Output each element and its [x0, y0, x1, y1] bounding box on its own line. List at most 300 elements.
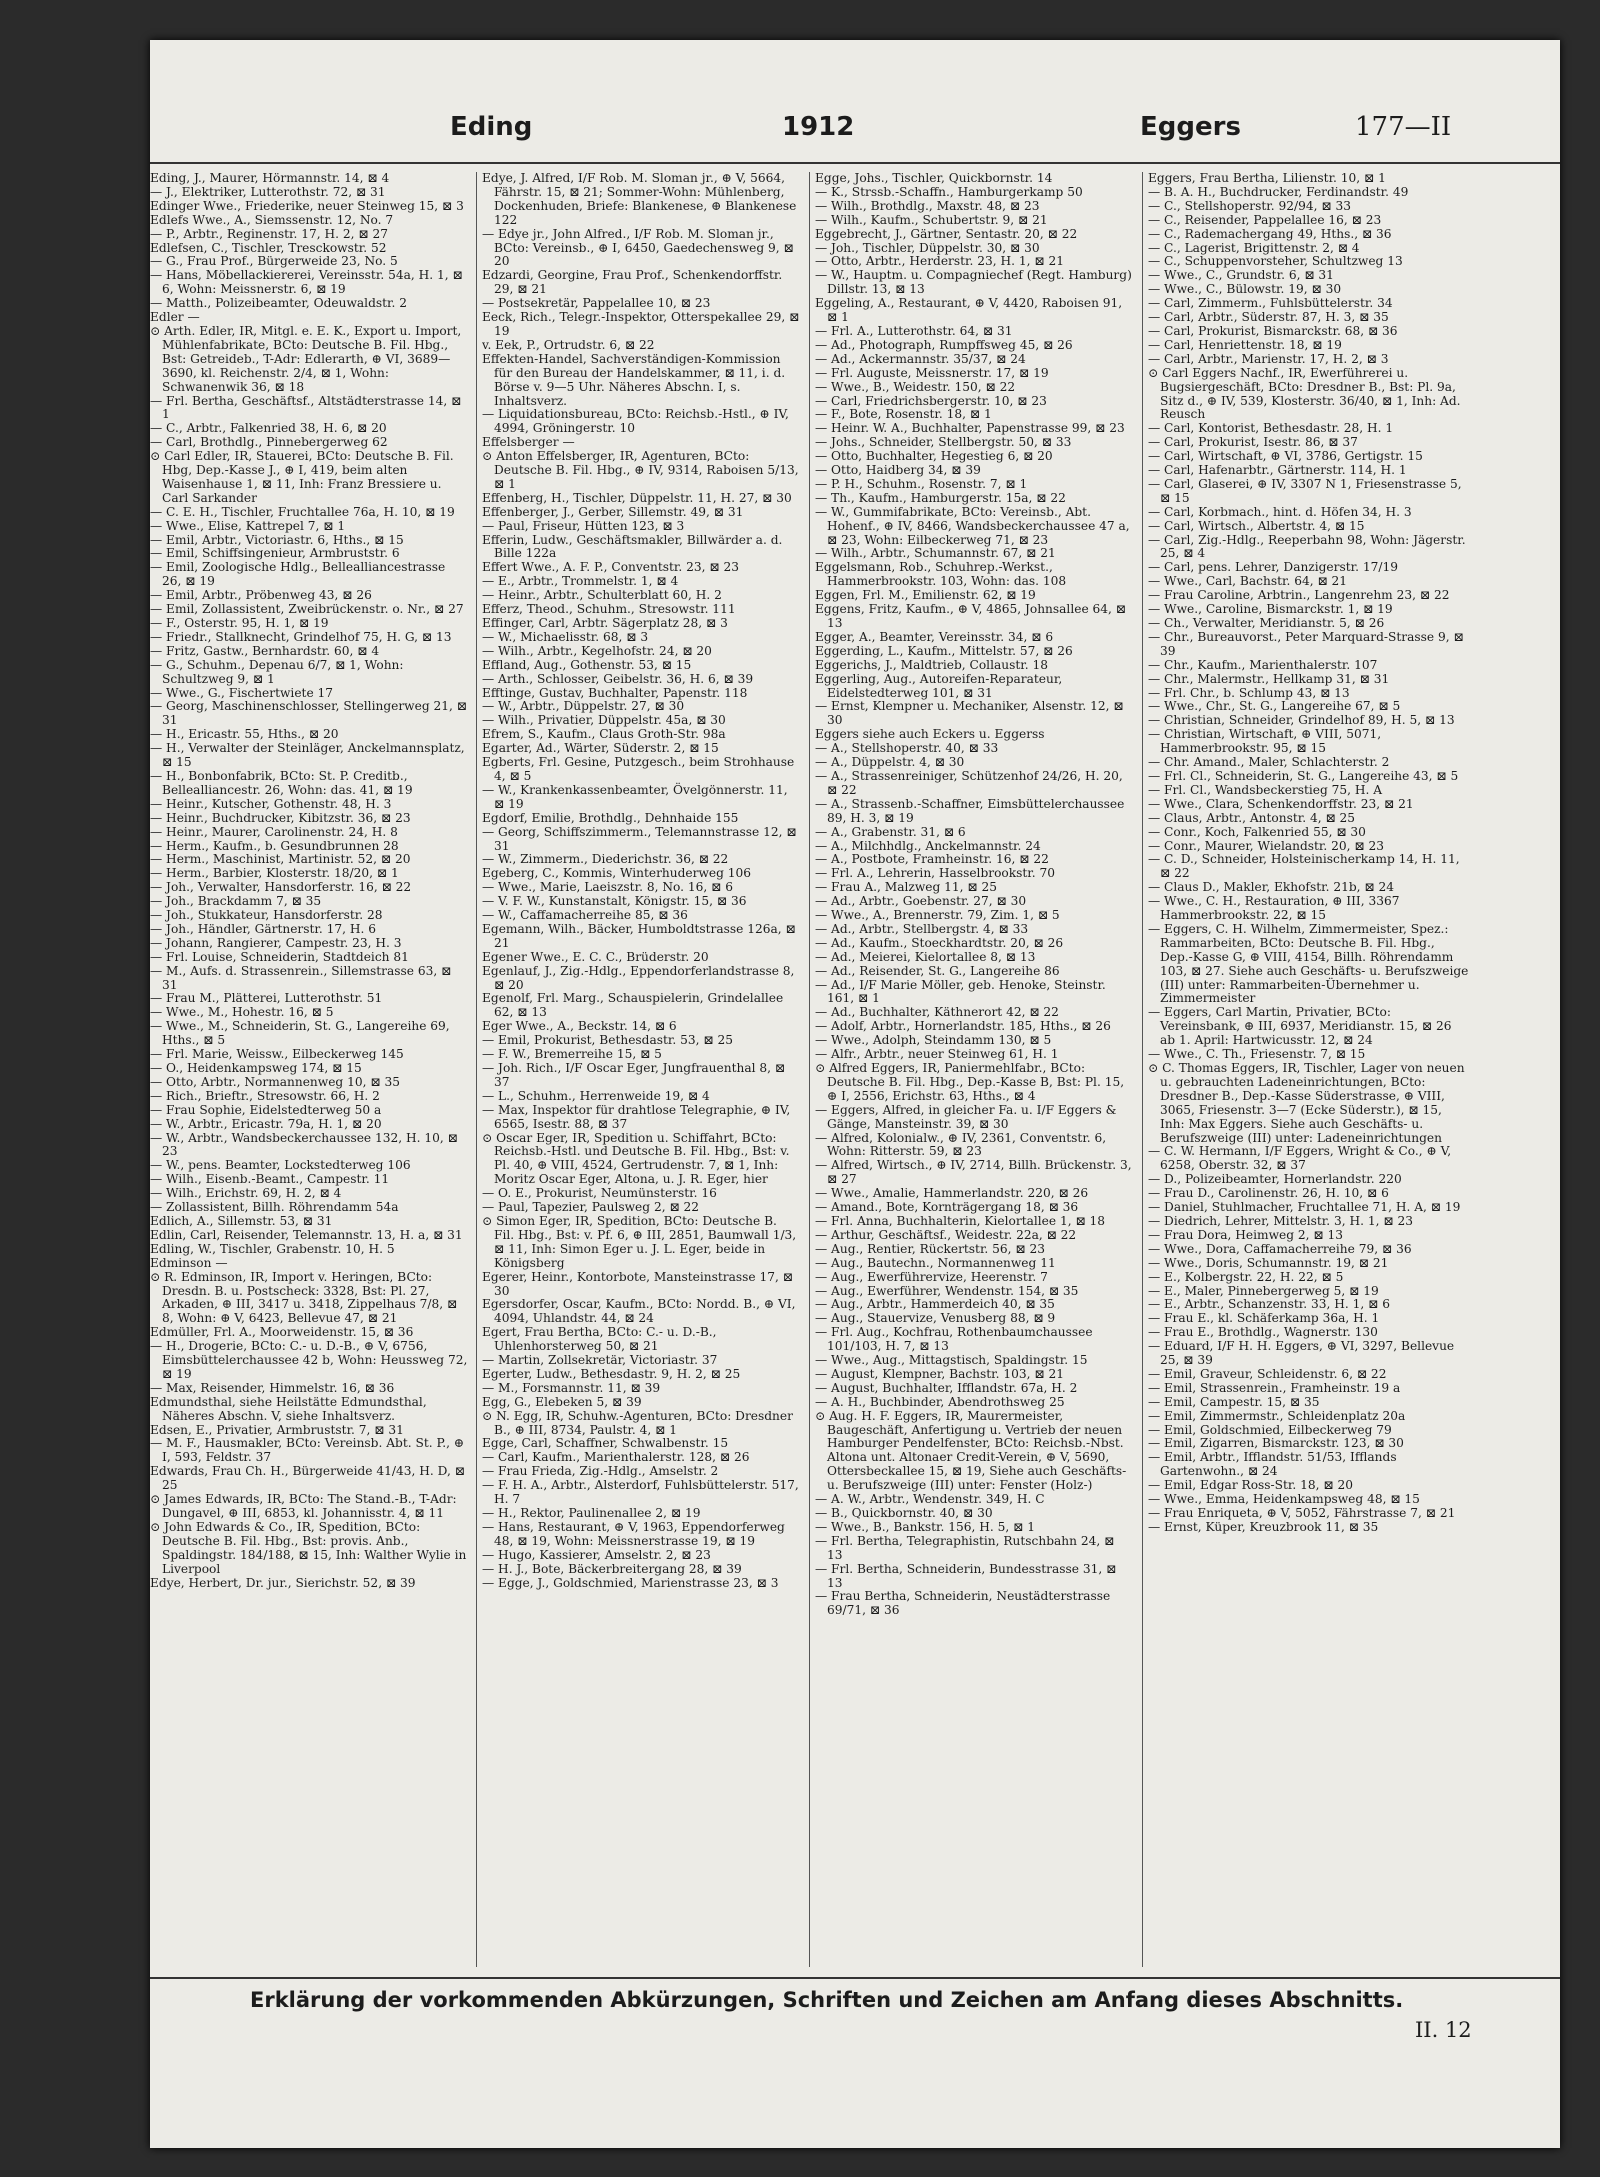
directory-entry: — Joh., Stukkateur, Hansdorferstr. 28	[150, 908, 383, 923]
directory-entry: — A. H., Buchbinder, Abendrothsweg 25	[815, 1394, 1065, 1409]
directory-entry: Egener Wwe., E. C. C., Brüderstr. 20	[482, 949, 709, 964]
directory-entry: — H. J., Bote, Bäckerbreitergang 28, ⊠ 39	[482, 1561, 742, 1576]
directory-entry: — Frau E., kl. Schäferkamp 36a, H. 1	[1148, 1311, 1380, 1326]
directory-entry: — L., Schuhm., Herrenweide 19, ⊠ 4	[482, 1088, 710, 1103]
directory-entry: — W., Caffamacherreihe 85, ⊠ 36	[482, 908, 688, 923]
signature-mark: II. 12	[1415, 2018, 1472, 2042]
directory-entry: Egerer, Heinr., Kontorbote, Mansteinstrasse 17, ⊠ 30	[482, 1269, 793, 1298]
directory-entry: — Carl, Arbtr., Marienstr. 17, H. 2, ⊠ 3	[1148, 351, 1389, 366]
directory-entry: — Zollassistent, Billh. Röhrendamm 54a	[150, 1200, 399, 1215]
directory-entry: — Claus D., Makler, Ekhofstr. 21b, ⊠ 24	[1148, 880, 1394, 895]
directory-entry: Edlich, A., Sillemstr. 53, ⊠ 31	[150, 1213, 333, 1228]
directory-entry: Edlefsen, C., Tischler, Tresckowstr. 52	[150, 240, 387, 255]
directory-entry: — Carl, pens. Lehrer, Danzigerstr. 17/19	[1148, 560, 1398, 575]
directory-entry: — Postsekretär, Pappelallee 10, ⊠ 23	[482, 296, 711, 311]
header-first-name: Eding	[450, 112, 533, 142]
directory-entry: — Carl, Brothdlg., Pinnebergerweg 62	[150, 435, 388, 450]
directory-entry: — F., Bote, Rosenstr. 18, ⊠ 1	[815, 407, 992, 422]
directory-entry: — Frau Caroline, Arbtrin., Langenrehm 23, ⊠ 22	[1148, 588, 1450, 603]
directory-entry: Edye, J. Alfred, I/F Rob. M. Sloman jr., ⊕ V, 5664, Fährstr. 15, ⊠ 21; Sommer-Wohn: Mühlenberg, Dockenhuden, Briefe: Blankenese, ⊕ Blankenese 122	[482, 172, 797, 227]
directory-entry: — C., Lagerist, Brigittenstr. 2, ⊠ 4	[1148, 240, 1360, 255]
directory-entry: Edwards, Frau Ch. H., Bürgerweide 41/43, H. D, ⊠ 25	[150, 1464, 465, 1493]
directory-entry: Edlin, Carl, Reisender, Telemannstr. 13, H. a, ⊠ 31	[150, 1227, 463, 1242]
directory-entry: Effelsberger —	[482, 435, 575, 450]
directory-entry: — O. E., Prokurist, Neumünsterstr. 16	[482, 1186, 717, 1201]
directory-entry: — Friedr., Stallknecht, Grindelhof 75, H. G, ⊠ 13	[150, 629, 452, 644]
directory-entry: Efrem, S., Kaufm., Claus Groth-Str. 98a	[482, 727, 726, 742]
directory-entry: — Wilh., Privatier, Düppelstr. 45a, ⊠ 30	[482, 713, 726, 728]
directory-entry: — A., Strassenb.-Schaffner, Eimsbüttelerchaussee 89, H. 3, ⊠ 19	[815, 796, 1125, 825]
directory-entry: — Emil, Edgar Ross-Str. 18, ⊠ 20	[1148, 1478, 1353, 1493]
directory-entry: — Emil, Strassenrein., Framheinstr. 19 a	[1148, 1380, 1401, 1395]
directory-entry: — Joh., Händler, Gärtnerstr. 17, H. 6	[150, 921, 377, 936]
directory-entry: Egerter, Ludw., Bethesdastr. 9, H. 2, ⊠ 25	[482, 1366, 741, 1381]
directory-entry: — W., Hauptm. u. Compagniechef (Regt. Hamburg) Dillstr. 13, ⊠ 13	[815, 268, 1132, 297]
directory-entry: — Diedrich, Lehrer, Mittelstr. 3, H. 1, ⊠ 23	[1148, 1213, 1413, 1228]
directory-entry: — Wwe., Emma, Heidenkampsweg 48, ⊠ 15	[1148, 1492, 1420, 1507]
directory-entry: — Wwe., Doris, Schumannstr. 19, ⊠ 21	[1148, 1255, 1389, 1270]
directory-entry: — Christian, Schneider, Grindelhof 89, H. 5, ⊠ 13	[1148, 713, 1455, 728]
directory-entry: Edminson —	[150, 1255, 228, 1270]
directory-entry: — Wwe., M., Hohestr. 16, ⊠ 5	[150, 1005, 334, 1020]
directory-entry: Edinger Wwe., Friederike, neuer Steinweg 15, ⊠ 3	[150, 198, 464, 213]
directory-entry: — G., Frau Prof., Bürgerweide 23, No. 5	[150, 254, 398, 269]
directory-entry: — Joh., Brackdamm 7, ⊠ 35	[150, 894, 322, 909]
directory-entry: — Frl. Cl., Wandsbeckerstieg 75, H. A	[1148, 782, 1383, 797]
directory-entry: — Otto, Haidberg 34, ⊠ 39	[815, 463, 981, 478]
directory-entry: — Joh., Verwalter, Hansdorferstr. 16, ⊠ 22	[150, 880, 412, 895]
directory-entry: Eger Wwe., A., Beckstr. 14, ⊠ 6	[482, 1019, 677, 1034]
directory-entry: — Wwe., Amalie, Hammerlandstr. 220, ⊠ 26	[815, 1186, 1089, 1201]
directory-entry: — Wwe., G., Fischertwiete 17	[150, 685, 334, 700]
directory-entry: Edye, Herbert, Dr. jur., Sierichstr. 52, ⊠ 39	[150, 1575, 416, 1590]
directory-entry: — B., Quickbornstr. 40, ⊠ 30	[815, 1506, 993, 1520]
directory-entry: — Herm., Kaufm., b. Gesundbrunnen 28	[150, 838, 399, 853]
directory-entry: — Herm., Maschinist, Martinistr. 52, ⊠ 20	[150, 852, 411, 867]
directory-entry: — D., Polizeibeamter, Hornerlandstr. 220	[1148, 1172, 1402, 1187]
directory-entry: — Ad., Ackermannstr. 35/37, ⊠ 24	[815, 351, 1026, 366]
directory-entry: — Emil, Campestr. 15, ⊠ 35	[1148, 1394, 1320, 1409]
abbreviation-note: Erklärung der vorkommenden Abkürzungen, Schriften und Zeichen am Anfang dieses Abschnitts.	[250, 1988, 1404, 2012]
directory-entry: — Emil, Zimmermstr., Schleidenplatz 20a	[1148, 1408, 1406, 1423]
directory-entry: — Heinr. W. A., Buchhalter, Papenstrasse 99, ⊠ 23	[815, 421, 1125, 436]
header-last-name: Eggers	[1140, 112, 1241, 142]
directory-entry: — Emil, Schiffsingenieur, Armbruststr. 6	[150, 546, 400, 561]
directory-entry: Efferz, Theod., Schuhm., Stresowstr. 111	[482, 602, 736, 617]
directory-entry: — W., Zimmerm., Diederichstr. 36, ⊠ 22	[482, 852, 729, 867]
directory-page	[150, 40, 1560, 2148]
directory-entry: — Ad., I/F Marie Möller, geb. Henoke, Steinstr. 161, ⊠ 1	[815, 977, 1106, 1006]
directory-entry: — Alfred, Wirtsch., ⊕ IV, 2714, Billh. Brückenstr. 3, ⊠ 27	[815, 1158, 1132, 1187]
directory-entry: ⊙ Aug. H. F. Eggers, IR, Maurermeister, Baugeschäft, Anfertigung u. Vertrieb der neuen Hamburger Pendelfenster, BCto: Reichsb.-Nbst. Altona unt. Altonaer Credit-Verein, ⊕ V, 5690, Ottersbeckallee 15, ⊠ 19, Siehe auch Geschäfts- u. Berufszweige (III) unter: Fenster (Holz-)	[815, 1408, 1127, 1493]
directory-entry: — Carl, Kaufm., Marienthalerstr. 128, ⊠ 26	[482, 1450, 750, 1465]
directory-entry: — C., Stellshoperstr. 92/94, ⊠ 33	[1148, 198, 1351, 213]
directory-entry: Efftinge, Gustav, Buchhalter, Papenstr. 118	[482, 685, 748, 700]
directory-entry: — Heinr., Kutscher, Gothenstr. 48, H. 3	[150, 796, 392, 811]
directory-entry: — C., Arbtr., Falkenried 38, H. 6, ⊠ 20	[150, 421, 387, 436]
directory-entry: Egenolf, Frl. Marg., Schauspielerin, Grindelallee 62, ⊠ 13	[482, 991, 784, 1020]
directory-entry: Edzardi, Georgine, Frau Prof., Schenkendorffstr. 29, ⊠ 21	[482, 268, 783, 297]
directory-entry: — Chr., Kaufm., Marienthalerstr. 107	[1148, 657, 1378, 672]
directory-entry: Egenlauf, J., Zig.-Hdlg., Eppendorferlandstrasse 8, ⊠ 20	[482, 963, 795, 992]
directory-entry: — Conr., Koch, Falkenried 55, ⊠ 30	[1148, 824, 1366, 839]
directory-entry: — Johs., Schneider, Stellbergstr. 50, ⊠ 33	[815, 435, 1072, 450]
directory-entry: Effland, Aug., Gothenstr. 53, ⊠ 15	[482, 657, 692, 672]
directory-entry: — Emil, Zoologische Hdlg., Bellealliancestrasse 26, ⊠ 19	[150, 560, 446, 589]
directory-entry: — Frl. Marie, Weissw., Eilbeckerweg 145	[150, 1047, 404, 1062]
directory-entry: — Max, Inspektor für drahtlose Telegraphie, ⊕ IV, 6565, Isestr. 88, ⊠ 37	[482, 1102, 791, 1131]
column-2	[482, 172, 800, 1972]
directory-entry: — Arth., Schlosser, Geibelstr. 36, H. 6, ⊠ 39	[482, 671, 754, 686]
directory-entry: — W., Arbtr., Ericastr. 79a, H. 1, ⊠ 20	[150, 1116, 382, 1131]
directory-entry: — Frl. A., Lehrerin, Hasselbrookstr. 70	[815, 866, 1056, 881]
directory-entry: ⊙ Arth. Edler, IR, Mitgl. e. E. K., Export u. Import, Mühlenfabrikate, BCto: Deutsche B. Fil. Hbg., Bst: Getreideb., T-Adr: Edlerarth, ⊕ VI, 3689—3690, kl. Reichenstr. 2/4, ⊠ 1, Wohn: Schwanenwik 36, ⊠ 18	[150, 323, 462, 394]
directory-entry: — M., Forsmannstr. 11, ⊠ 39	[482, 1380, 661, 1395]
directory-entry: — Wwe., Marie, Laeiszstr. 8, No. 16, ⊠ 6	[482, 880, 733, 895]
directory-entry: — Georg, Maschinenschlosser, Stellingerweg 21, ⊠ 31	[150, 699, 467, 728]
directory-entry: — F., Osterstr. 95, H. 1, ⊠ 19	[150, 616, 329, 630]
directory-entry: — Carl, Korbmach., hint. d. Höfen 34, H. 3	[1148, 504, 1412, 519]
directory-entry: Eggelsmann, Rob., Schuhrep.-Werkst., Hammerbrookstr. 103, Wohn: das. 108	[815, 560, 1067, 589]
directory-entry: Eggerling, Aug., Autoreifen-Reparateur, Eidelstedterweg 101, ⊠ 31	[815, 671, 1063, 700]
directory-entry: — Carl, Hafenarbtr., Gärtnerstr. 114, H. 1	[1148, 463, 1407, 478]
directory-entry: — Georg, Schiffszimmerm., Telemannstrasse 12, ⊠ 31	[482, 824, 797, 853]
directory-entry: — H., Verwalter der Steinläger, Anckelmannsplatz, ⊠ 15	[150, 741, 465, 770]
directory-entry: — Ad., Arbtr., Stellbergstr. 4, ⊠ 33	[815, 921, 1029, 936]
directory-entry: — Wwe., C. H., Restauration, ⊕ III, 3367 Hammerbrookstr. 22, ⊠ 15	[1148, 894, 1400, 923]
directory-entry: Eggerichs, J., Maldtrieb, Collaustr. 18	[815, 657, 1048, 672]
directory-entry: — Ernst, Klempner u. Mechaniker, Alsenstr. 12, ⊠ 30	[815, 699, 1124, 728]
directory-entry: — Matth., Polizeibeamter, Odeuwaldstr. 2	[150, 296, 408, 311]
directory-entry: Egg, G., Elebeken 5, ⊠ 39	[482, 1394, 642, 1409]
directory-entry: — Wilh., Eisenb.-Beamt., Campestr. 11	[150, 1172, 390, 1187]
directory-entry: Egarter, Ad., Wärter, Süderstr. 2, ⊠ 15	[482, 741, 719, 756]
directory-columns	[150, 172, 1560, 1972]
directory-entry: — Carl, Zig.-Hdlg., Reeperbahn 98, Wohn: Jägerstr. 25, ⊠ 4	[1148, 532, 1466, 561]
directory-entry: — C., Rademachergang 49, Hths., ⊠ 36	[1148, 226, 1392, 241]
directory-entry: — M. F., Hausmakler, BCto: Vereinsb. Abt. St. P., ⊕ I, 593, Feldstr. 37	[150, 1436, 465, 1465]
directory-entry: — W., Krankenkassenbeamter, Övelgönnerstr. 11, ⊠ 19	[482, 782, 788, 811]
directory-entry: ⊙ C. Thomas Eggers, IR, Tischler, Lager von neuen u. gebrauchten Ladeneinrichtungen, BCto: Dresdner B., Dep.-Kasse Süderstrasse, ⊕ VIII, 3065, Friesenstr. 3—7 (Ecke Süderstr.), ⊠ 15, Inh: Max Eggers. Siehe auch Geschäfts- u. Berufszweige (III) unter: Ladeneinrichtungen	[1148, 1061, 1465, 1145]
column-1	[150, 172, 468, 1972]
directory-entry: — J., Elektriker, Lutterothstr. 72, ⊠ 31	[150, 184, 386, 199]
directory-entry: — Carl, Kontorist, Bethesdastr. 28, H. 1	[1148, 421, 1394, 436]
directory-entry: Egger, A., Beamter, Vereinsstr. 34, ⊠ 6	[815, 629, 1054, 644]
column-divider	[809, 172, 810, 1967]
directory-entry: Edmundsthal, siehe Heilstätte Edmundsthal, Näheres Abschn. V, siehe Inhaltsverz.	[150, 1394, 427, 1423]
directory-entry: — Wwe., Clara, Schenkendorffstr. 23, ⊠ 21	[1148, 796, 1414, 811]
directory-entry: — Chr., Malermstr., Hellkamp 31, ⊠ 31	[1148, 671, 1390, 686]
directory-entry: Effekten-Handel, Sachverständigen-Kommission für den Bureau der Handelskammer, ⊠ 11, i. d. Börse v. 9—5 Uhr. Näheres Abschn. I, s. Inhaltsverz.	[482, 351, 786, 408]
directory-entry: Eggen, Frl. M., Emilienstr. 62, ⊠ 19	[815, 588, 1036, 603]
directory-entry: — Emil, Zigarren, Bismarckstr. 123, ⊠ 30	[1148, 1436, 1404, 1451]
directory-entry: — Wwe., M., Schneiderin, St. G., Langereihe 69, Hths., ⊠ 5	[150, 1019, 450, 1048]
directory-entry: — Frau D., Carolinenstr. 26, H. 10, ⊠ 6	[1148, 1186, 1389, 1201]
directory-entry: — Aug., Rentier, Rückertstr. 56, ⊠ 23	[815, 1241, 1046, 1256]
directory-entry: — Rich., Brieftr., Stresowstr. 66, H. 2	[150, 1088, 380, 1103]
directory-entry: — Carl, Friedrichsbergerstr. 10, ⊠ 23	[815, 393, 1047, 408]
directory-entry: — Wwe., Aug., Mittagstisch, Spaldingstr. 15	[815, 1353, 1088, 1368]
directory-entry: — Amand., Bote, Kornträgergang 18, ⊠ 36	[815, 1200, 1079, 1215]
directory-entry: — Paul, Tapezier, Paulsweg 2, ⊠ 22	[482, 1200, 700, 1215]
directory-entry: — Carl, Wirtschaft, ⊕ VI, 3786, Gertigstr. 15	[1148, 449, 1423, 464]
directory-entry: ⊙ N. Egg, IR, Schuhw.-Agenturen, BCto: Dresdner B., ⊕ III, 8734, Paulstr. 4, ⊠ 1	[482, 1408, 793, 1437]
directory-entry: — August, Klempner, Bachstr. 103, ⊠ 21	[815, 1366, 1065, 1381]
directory-entry: — Frau E., Brothdlg., Wagnerstr. 130	[1148, 1325, 1378, 1340]
directory-entry: — A., Postbote, Framheinstr. 16, ⊠ 22	[815, 852, 1049, 867]
directory-entry: Effenberg, H., Tischler, Düppelstr. 11, H. 27, ⊠ 30	[482, 490, 792, 505]
directory-entry: Effinger, Carl, Arbtr. Sägerplatz 28, ⊠ 3	[482, 616, 728, 630]
directory-entry: ⊙ Carl Edler, IR, Stauerei, BCto: Deutsche B. Fil. Hbg, Dep.-Kasse J., ⊕ I, 419, beim alten Waisenhause 1, ⊠ 11, Inh: Franz Bressiere u. Carl Sarkander	[150, 449, 454, 505]
directory-entry: — Max, Reisender, Himmelstr. 16, ⊠ 36	[150, 1380, 395, 1395]
directory-entry: — Emil, Goldschmied, Eilbeckerweg 79	[1148, 1422, 1392, 1437]
directory-entry: Eggerding, L., Kaufm., Mittelstr. 57, ⊠ 26	[815, 643, 1073, 658]
directory-entry: — C. W. Hermann, I/F Eggers, Wright & Co., ⊕ V, 6258, Oberstr. 32, ⊠ 37	[1148, 1144, 1452, 1173]
directory-entry: — Ad., Meierei, Kielortallee 8, ⊠ 13	[815, 949, 1036, 964]
directory-entry: — Ad., Photograph, Rumpffsweg 45, ⊠ 26	[815, 337, 1073, 352]
running-header	[150, 112, 1560, 162]
directory-entry: Egemann, Wilh., Bäcker, Humboldtstrasse 126a, ⊠ 21	[482, 921, 796, 950]
directory-entry: Egge, Carl, Schaffner, Schwalbenstr. 15	[482, 1436, 729, 1451]
directory-entry: — Carl, Zimmerm., Fuhlsbüttelerstr. 34	[1148, 296, 1393, 311]
directory-entry: — Otto, Arbtr., Herderstr. 23, H. 1, ⊠ 21	[815, 254, 1064, 269]
directory-entry: — Frl. Louise, Schneiderin, Stadtdeich 81	[150, 949, 409, 964]
directory-entry: — Wilh., Erichstr. 69, H. 2, ⊠ 4	[150, 1186, 342, 1201]
directory-entry: — W., Gummifabrikate, BCto: Vereinsb., Abt. Hohenf., ⊕ IV, 8466, Wandsbeckerchaussee 47 a, ⊠ 23, Wohn: Eilbeckerweg 71, ⊠ 23	[815, 504, 1130, 547]
directory-entry: ⊙ Oscar Eger, IR, Spedition u. Schiffahrt, BCto: Reichsb.-Hstl. und Deutsche B. Fil. Hbg., Bst: v. Pl. 40, ⊕ VIII, 4524, Gertrudenstr. 7, ⊠ 1, Inh: Moritz Oscar Eger, Altona, u. J. R. Eger, hier	[482, 1130, 790, 1187]
directory-entry: — Frl. Bertha, Geschäftsf., Altstädterstrasse 14, ⊠ 1	[150, 393, 462, 422]
directory-entry: — Claus, Arbtr., Antonstr. 4, ⊠ 25	[1148, 810, 1356, 825]
directory-entry: — Otto, Buchhalter, Hegestieg 6, ⊠ 20	[815, 449, 1053, 464]
directory-entry: — Frl. Bertha, Telegraphistin, Rutschbahn 24, ⊠ 13	[815, 1533, 1115, 1562]
directory-entry: Egberts, Frl. Gesine, Putzgesch., beim Strohhause 4, ⊠ 5	[482, 755, 795, 783]
directory-entry: — Emil, Arbtr., Pröbenweg 43, ⊠ 26	[150, 588, 372, 603]
directory-entry: — Hugo, Kassierer, Amselstr. 2, ⊠ 23	[482, 1547, 711, 1562]
directory-entry: — Eggers, Alfred, in gleicher Fa. u. I/F Eggers & Gänge, Mansteinstr. 39, ⊠ 30	[815, 1102, 1117, 1131]
directory-entry: — F. W., Bremerreihe 15, ⊠ 5	[482, 1047, 662, 1062]
directory-entry: Egert, Frau Bertha, BCto: C.- u. D.-B., Uhlenhorsterweg 50, ⊠ 21	[482, 1325, 717, 1354]
directory-entry: — Wwe., A., Brennerstr. 79, Zim. 1, ⊠ 5	[815, 908, 1060, 923]
directory-entry: — E., Arbtr., Trommelstr. 1, ⊠ 4	[482, 574, 679, 589]
directory-entry: — F. H. A., Arbtr., Alsterdorf, Fuhlsbüttelerstr. 517, H. 7	[482, 1478, 799, 1507]
directory-entry: — M., Aufs. d. Strassenrein., Sillemstrasse 63, ⊠ 31	[150, 963, 452, 992]
directory-entry: — O., Heidenkampsweg 174, ⊠ 15	[150, 1061, 362, 1075]
directory-entry: ⊙ Alfred Eggers, IR, Paniermehlfabr., BCto: Deutsche B. Fil. Hbg., Dep.-Kasse B, Bst: Pl. 15, ⊕ I, 2556, Erichstr. 63, Hths., ⊠ 4	[815, 1061, 1125, 1103]
footer-rule	[150, 1977, 1560, 1979]
directory-entry: — Paul, Friseur, Hütten 123, ⊠ 3	[482, 518, 685, 533]
directory-entry: — E., Maler, Pinnebergerweg 5, ⊠ 19	[1148, 1283, 1379, 1298]
directory-entry: — Wwe., B., Bankstr. 156, H. 5, ⊠ 1	[815, 1519, 1036, 1534]
directory-entry: — Hans, Restaurant, ⊕ V, 1963, Eppendorferweg 48, ⊠ 19, Wohn: Meissnerstrasse 19, ⊠ 19	[482, 1519, 785, 1548]
directory-entry: — Eduard, I/F H. H. Eggers, ⊕ VI, 3297, Bellevue 25, ⊠ 39	[1148, 1339, 1455, 1368]
directory-entry: — E., Arbtr., Schanzenstr. 33, H. 1, ⊠ 6	[1148, 1297, 1390, 1312]
column-4	[1148, 172, 1470, 1972]
directory-entry: — Fritz, Gastw., Bernhardstr. 60, ⊠ 4	[150, 643, 380, 658]
directory-entry: v. Eek, P., Ortrudstr. 6, ⊠ 22	[482, 337, 655, 352]
directory-entry: — Martin, Zollsekretär, Victoriastr. 37	[482, 1353, 718, 1368]
directory-entry: Edlefs Wwe., A., Siemssenstr. 12, No. 7	[150, 212, 394, 227]
directory-entry: — Frau Dora, Heimweg 2, ⊠ 13	[1148, 1227, 1343, 1242]
directory-entry: Egeberg, C., Kommis, Winterhuderweg 106	[482, 866, 752, 881]
directory-entry: — Emil, Prokurist, Bethesdastr. 53, ⊠ 25	[482, 1033, 733, 1048]
directory-entry: — H., Ericastr. 55, Hths., ⊠ 20	[150, 727, 339, 742]
directory-entry: — Th., Kaufm., Hamburgerstr. 15a, ⊠ 22	[815, 490, 1066, 505]
directory-entry: Edsen, E., Privatier, Armbruststr. 7, ⊠ 31	[150, 1422, 404, 1437]
directory-entry: — Heinr., Arbtr., Schulterblatt 60, H. 2	[482, 588, 722, 603]
directory-entry: — Carl, Henriettenstr. 18, ⊠ 19	[1148, 337, 1342, 352]
directory-entry: — Adolf, Arbtr., Hornerlandstr. 185, Hths., ⊠ 26	[815, 1019, 1111, 1034]
directory-entry: — Ernst, Küper, Kreuzbrook 11, ⊠ 35	[1148, 1519, 1379, 1534]
directory-entry: — Chr. Amand., Maler, Schlachterstr. 2	[1148, 755, 1390, 770]
directory-entry: — Hans, Möbellackiererei, Vereinsstr. 54a, H. 1, ⊠ 6, Wohn: Meissnerstr. 6, ⊠ 19	[150, 268, 463, 297]
directory-entry: Edmüller, Frl. A., Moorweidenstr. 15, ⊠ 36	[150, 1325, 414, 1340]
directory-entry: — Aug., Stauervize, Venusberg 88, ⊠ 9	[815, 1311, 1056, 1326]
directory-entry: — Otto, Arbtr., Normannenweg 10, ⊠ 35	[150, 1074, 400, 1089]
directory-entry: — Wwe., Adolph, Steindamm 130, ⊠ 5	[815, 1033, 1052, 1048]
directory-entry: — Ch., Verwalter, Meridianstr. 5, ⊠ 26	[1148, 616, 1385, 630]
directory-entry: ⊙ Carl Eggers Nachf., IR, Ewerführerei u. Bugsiergeschäft, BCto: Dresdner B., Bst: Pl. 9a, Sitz d., ⊕ IV, 539, Klosterstr. 36/40, ⊠ 1, Inh: Ad. Reusch	[1148, 365, 1461, 422]
directory-entry: Eding, J., Maurer, Hörmannstr. 14, ⊠ 4	[150, 172, 390, 185]
directory-entry: — Frau Sophie, Eidelstedterweg 50 a	[150, 1102, 382, 1117]
directory-entry: — Emil, Arbtr., Victoriastr. 6, Hths., ⊠ 15	[150, 532, 404, 547]
directory-entry: — A., Grabenstr. 31, ⊠ 6	[815, 824, 966, 839]
directory-entry: Eggeling, A., Restaurant, ⊕ V, 4420, Raboisen 91, ⊠ 1	[815, 296, 1123, 325]
directory-entry: — Frau Bertha, Schneiderin, Neustädterstrasse 69/71, ⊠ 36	[815, 1589, 1111, 1618]
directory-entry: — Frl. A., Lutterothstr. 64, ⊠ 31	[815, 323, 1013, 338]
directory-entry: — H., Bonbonfabrik, BCto: St. P. Creditb., Bellealliancestr. 26, Wohn: das. 41, ⊠ 19	[150, 768, 413, 797]
directory-entry: — Johann, Rangierer, Campestr. 23, H. 3	[150, 935, 402, 950]
directory-entry: — Aug., Ewerführervize, Heerenstr. 7	[815, 1269, 1048, 1284]
directory-entry: Egge, Johs., Tischler, Quickbornstr. 14	[815, 172, 1053, 185]
directory-entry: Effenberger, J., Gerber, Sillemstr. 49, ⊠ 31	[482, 504, 744, 519]
directory-entry: — W., Arbtr., Wandsbeckerchaussee 132, H. 10, ⊠ 23	[150, 1130, 458, 1159]
directory-entry: — Frau Frieda, Zig.-Hdlg., Amselstr. 2	[482, 1464, 719, 1479]
directory-entry: Eggebrecht, J., Gärtner, Sentastr. 20, ⊠ 22	[815, 226, 1078, 241]
directory-entry: — A., Düppelstr. 4, ⊠ 30	[815, 755, 965, 770]
directory-entry: — G., Schuhm., Depenau 6/7, ⊠ 1, Wohn: Schultzweg 9, ⊠ 1	[150, 657, 404, 686]
directory-entry: ⊙ Simon Eger, IR, Spedition, BCto: Deutsche B. Fil. Hbg., Bst: v. Pf. 6, ⊕ III, 2851, Baumwall 1/3, ⊠ 11, Inh: Simon Eger u. J. L. Eger, beide in Königsberg	[482, 1213, 797, 1270]
directory-entry: — Alfred, Kolonialw., ⊕ IV, 2361, Conventstr. 6, Wohn: Ritterstr. 59, ⊠ 23	[815, 1130, 1107, 1159]
directory-entry: — C., Schuppenvorsteher, Schultzweg 13	[1148, 254, 1403, 269]
directory-entry: — Joh., Tischler, Düppelstr. 30, ⊠ 30	[815, 240, 1040, 255]
directory-entry: — Conr., Maurer, Wielandstr. 20, ⊠ 23	[1148, 838, 1385, 853]
directory-entry: — Frl. Chr., b. Schlump 43, ⊠ 13	[1148, 685, 1350, 700]
directory-entry: Efferin, Ludw., Geschäftsmakler, Billwärder a. d. Bille 122a	[482, 532, 783, 561]
directory-entry: — Wwe., B., Weidestr. 150, ⊠ 22	[815, 379, 1016, 394]
directory-entry: — P., Arbtr., Reginenstr. 17, H. 2, ⊠ 27	[150, 226, 388, 241]
directory-entry: — Ad., Kaufm., Stoeckhardtstr. 20, ⊠ 26	[815, 935, 1064, 950]
directory-entry: — Wwe., C., Bülowstr. 19, ⊠ 30	[1148, 282, 1342, 297]
directory-entry: — Frl. Auguste, Meissnerstr. 17, ⊠ 19	[815, 365, 1049, 380]
directory-entry: — Ad., Buchhalter, Käthnerort 42, ⊠ 22	[815, 1005, 1059, 1020]
directory-entry: — W., Arbtr., Düppelstr. 27, ⊠ 30	[482, 699, 685, 714]
directory-entry: — Aug., Ewerführer, Wendenstr. 154, ⊠ 35	[815, 1283, 1079, 1298]
directory-entry: — Daniel, Stuhlmacher, Fruchtallee 71, H. A, ⊠ 19	[1148, 1200, 1461, 1215]
directory-entry: — Wilh., Brothdlg., Maxstr. 48, ⊠ 23	[815, 198, 1040, 213]
column-divider	[476, 172, 477, 1967]
directory-entry: — Alfr., Arbtr., neuer Steinweg 61, H. 1	[815, 1047, 1059, 1062]
directory-entry: — Heinr., Buchdrucker, Kibitzstr. 36, ⊠ 23	[150, 810, 411, 825]
directory-entry: — Carl, Wirtsch., Albertstr. 4, ⊠ 15	[1148, 518, 1365, 533]
directory-entry: — C. D., Schneider, Holsteinischerkamp 14, H. 11, ⊠ 22	[1148, 852, 1460, 881]
directory-entry: — V. F. W., Kunstanstalt, Königstr. 15, ⊠ 36	[482, 894, 747, 909]
header-rule	[150, 162, 1560, 164]
directory-entry: — A., Stellshoperstr. 40, ⊠ 33	[815, 741, 999, 756]
directory-entry: — Wwe., Dora, Caffamacherreihe 79, ⊠ 36	[1148, 1241, 1412, 1256]
directory-entry: — Emil, Zollassistent, Zweibrückenstr. o. Nr., ⊠ 27	[150, 602, 464, 617]
directory-entry: — Frau M., Plätterei, Lutterothstr. 51	[150, 991, 383, 1006]
directory-entry: — Wwe., C. Th., Friesenstr. 7, ⊠ 15	[1148, 1047, 1366, 1062]
directory-entry: Eeck, Rich., Telegr.-Inspektor, Otterspekallee 29, ⊠ 19	[482, 310, 800, 338]
directory-entry: — Joh. Rich., I/F Oscar Eger, Jungfrauenthal 8, ⊠ 37	[482, 1061, 786, 1089]
header-page-number: 177—II	[1355, 112, 1452, 142]
header-year: 1912	[782, 112, 855, 142]
directory-entry: — Wwe., Caroline, Bismarckstr. 1, ⊠ 19	[1148, 602, 1393, 617]
directory-entry: — W., Michaelisstr. 68, ⊠ 3	[482, 629, 649, 644]
directory-entry: — Herm., Barbier, Klosterstr. 18/20, ⊠ 1	[150, 866, 399, 881]
directory-entry: — H., Rektor, Paulinenallee 2, ⊠ 19	[482, 1506, 701, 1520]
directory-entry: — Chr., Bureauvorst., Peter Marquard-Strasse 9, ⊠ 39	[1148, 629, 1464, 658]
directory-entry: — Carl, Arbtr., Süderstr. 87, H. 3, ⊠ 35	[1148, 310, 1389, 325]
directory-entry: — P. H., Schuhm., Rosenstr. 7, ⊠ 1	[815, 476, 1028, 491]
directory-entry: Eggens, Fritz, Kaufm., ⊕ V, 4865, Johnsallee 64, ⊠ 13	[815, 602, 1126, 630]
directory-entry: — Frl. Cl., Schneiderin, St. G., Langereihe 43, ⊠ 5	[1148, 768, 1459, 783]
directory-entry: — Carl, Prokurist, Isestr. 86, ⊠ 37	[1148, 435, 1358, 450]
directory-entry: — C. E. H., Tischler, Fruchtallee 76a, H. 10, ⊠ 19	[150, 504, 455, 519]
directory-entry: — Eggers, C. H. Wilhelm, Zimmermeister, Spez.: Rammarbeiten, BCto: Deutsche B. Fil. Hbg., Dep.-Kasse G, ⊕ VIII, 4154, Billh. Röhrendamm 103, ⊠ 27. Siehe auch Geschäfts- u. Berufszweige (III) unter: Rammarbeiten-Übernehmer u. Zimmermeister	[1148, 921, 1469, 1006]
directory-entry: — Frau A., Malzweg 11, ⊠ 25	[815, 880, 997, 895]
directory-entry: ⊙ Anton Effelsberger, IR, Agenturen, BCto: Deutsche B. Fil. Hbg., ⊕ IV, 9314, Raboisen 5/13, ⊠ 1	[482, 449, 799, 491]
directory-entry: — Wwe., Elise, Kattrepel 7, ⊠ 1	[150, 518, 346, 533]
directory-entry: — C., Reisender, Pappelallee 16, ⊠ 23	[1148, 212, 1382, 227]
directory-entry: — Wwe., Chr., St. G., Langereihe 67, ⊠ 5	[1148, 699, 1401, 714]
directory-entry: — Ad., Reisender, St. G., Langereihe 86	[815, 963, 1060, 978]
directory-entry: — Liquidationsbureau, BCto: Reichsb.-Hstl., ⊕ IV, 4994, Gröningerstr. 10	[482, 407, 789, 436]
directory-entry: ⊙ James Edwards, IR, BCto: The Stand.-B., T-Adr: Dungavel, ⊕ III, 6853, kl. Johannisstr. 4, ⊠ 11	[150, 1492, 457, 1520]
directory-entry: — Aug., Arbtr., Hammerdeich 40, ⊠ 35	[815, 1297, 1055, 1312]
directory-entry: — Frl. Anna, Buchhalterin, Kielortallee 1, ⊠ 18	[815, 1213, 1106, 1228]
directory-entry: — Ad., Arbtr., Goebenstr. 27, ⊠ 30	[815, 894, 1027, 909]
directory-entry: — B. A. H., Buchdrucker, Ferdinandstr. 49	[1148, 184, 1409, 199]
column-3	[815, 172, 1133, 1972]
directory-entry: ⊙ R. Edminson, IR, Import v. Heringen, BCto: Dresdn. B. u. Postscheck: 3328, Bst: Pl. 27, Arkaden, ⊕ III, 3417 u. 3418, Zippelhaus 7/8, ⊠ 8, Wohn: ⊕ V, 6423, Bellevue 47, ⊠ 21	[150, 1269, 458, 1326]
directory-entry: — Wwe., C., Grundstr. 6, ⊠ 31	[1148, 268, 1334, 283]
directory-entry: — Christian, Wirtschaft, ⊕ VIII, 5071, Hammerbrookstr. 95, ⊠ 15	[1148, 727, 1382, 756]
directory-entry: — Carl, Glaserei, ⊕ IV, 3307 N 1, Friesenstrasse 5, ⊠ 15	[1148, 476, 1462, 505]
directory-entry: — Eggers, Carl Martin, Privatier, BCto: Vereinsbank, ⊕ III, 6937, Meridianstr. 15, ⊠ 26 ab 1. April: Hartwicusstr. 12, ⊠ 24	[1148, 1005, 1452, 1048]
directory-entry: ⊙ John Edwards & Co., IR, Spedition, BCto: Deutsche B. Fil. Hbg., Bst: provis. Anb., Spaldingstr. 184/188, ⊠ 15, Inh: Walther Wylie in Liverpool	[150, 1519, 467, 1576]
directory-entry: — A., Strassenreiniger, Schützenhof 24/26, H. 20, ⊠ 22	[815, 768, 1123, 797]
directory-entry: — A. W., Arbtr., Wendenstr. 349, H. C	[815, 1492, 1045, 1507]
directory-entry: — Frl. Bertha, Schneiderin, Bundesstrasse 31, ⊠ 13	[815, 1561, 1117, 1590]
directory-entry: — Frau Enriqueta, ⊕ V, 5052, Fährstrasse 7, ⊠ 21	[1148, 1506, 1456, 1520]
directory-entry: Effert Wwe., A. F. P., Conventstr. 23, ⊠ 23	[482, 560, 739, 575]
directory-entry: — Heinr., Maurer, Carolinenstr. 24, H. 8	[150, 824, 398, 839]
directory-entry: — Emil, Graveur, Schleidenstr. 6, ⊠ 22	[1148, 1366, 1387, 1381]
directory-entry: — A., Milchhdlg., Anckelmannstr. 24	[815, 838, 1041, 853]
directory-entry: Eggers, Frau Bertha, Lilienstr. 10, ⊠ 1	[1148, 172, 1386, 185]
directory-entry: — H., Drogerie, BCto: C.- u. D.-B., ⊕ V, 6756, Eimsbüttelerchaussee 42 b, Wohn: Heussweg 72, ⊠ 19	[150, 1339, 468, 1381]
directory-entry: — W., pens. Beamter, Lockstedterweg 106	[150, 1158, 411, 1173]
directory-entry: — Carl, Prokurist, Bismarckstr. 68, ⊠ 36	[1148, 323, 1398, 338]
directory-entry: Eggers siehe auch Eckers u. Eggerss	[815, 727, 1045, 742]
directory-entry: — Frl. Aug., Kochfrau, Rothenbaumchaussee 101/103, H. 7, ⊠ 13	[815, 1325, 1093, 1354]
directory-entry: — Arthur, Geschäftsf., Weidestr. 22a, ⊠ 22	[815, 1227, 1077, 1242]
directory-entry: — Aug., Bautechn., Normannenweg 11	[815, 1255, 1056, 1270]
directory-entry: — K., Strssb.-Schaffn., Hamburgerkamp 50	[815, 184, 1083, 199]
column-divider	[1142, 172, 1143, 1967]
directory-entry: Edling, W., Tischler, Grabenstr. 10, H. 5	[150, 1241, 395, 1256]
